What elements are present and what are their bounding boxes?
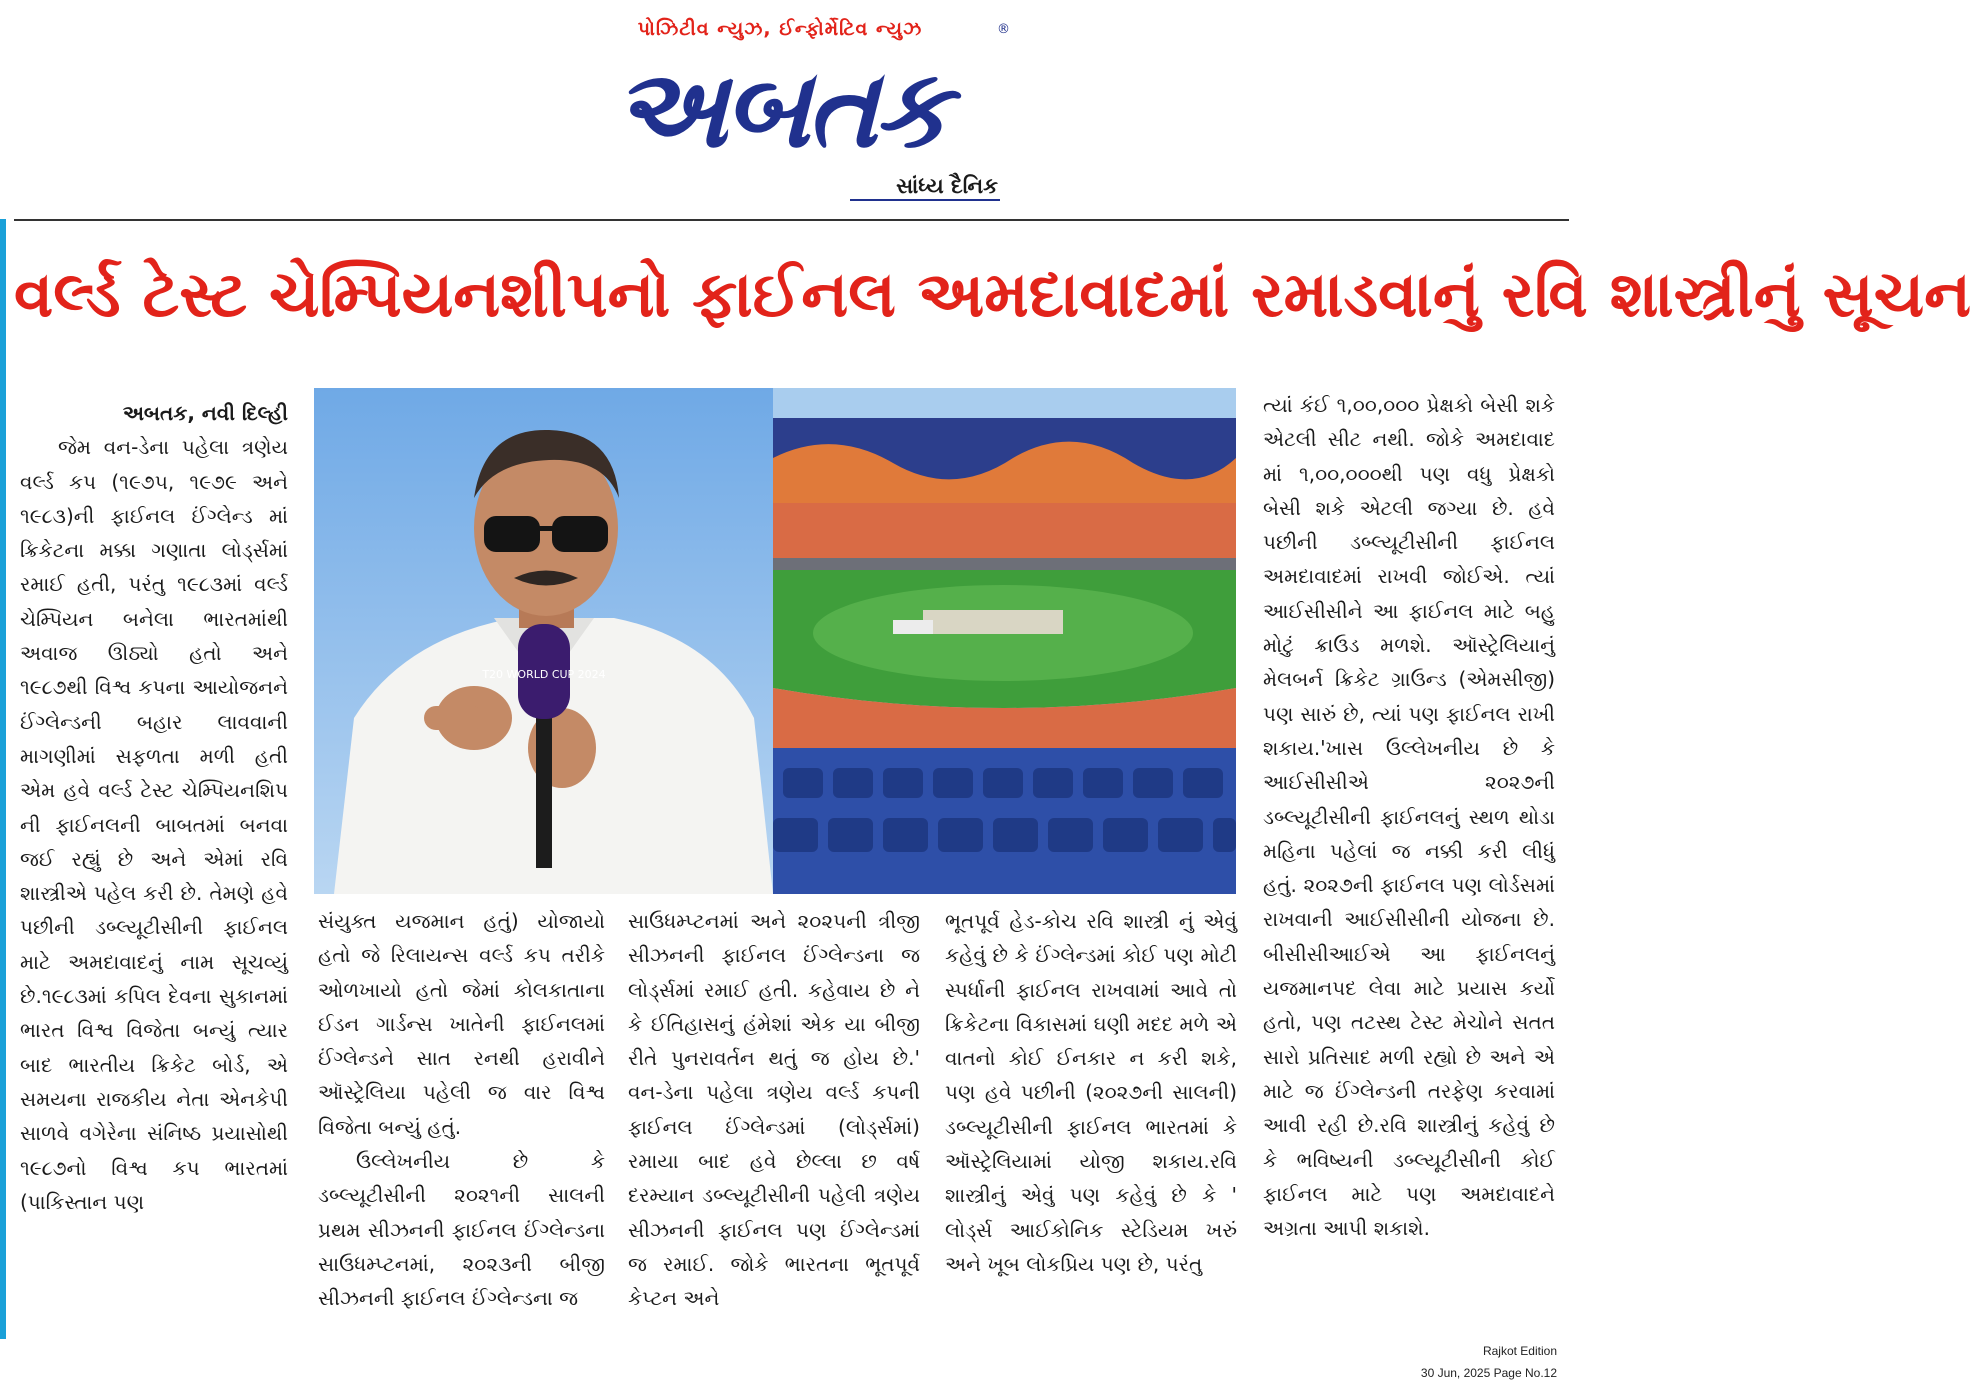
page-number-label: 30 Jun, 2025 Page No.12 xyxy=(1420,1366,1557,1380)
article-paragraph: સાઉધમ્પ્ટનમાં અને ૨૦૨૫ની ત્રીજી સીઝનની ફાઈનલ ઈંગ્લેન્ડના જ લોર્ડ્સમાં રમાઈ હતી. કહેવાય છે ને કે ઈતિહાસનું હંમેશાં એક યા બીજી રીતે પુનરાવર્તન થતું જ હોય છે.' વન-ડેના પહેલા ત્રણેય વર્લ્ડ કપની ફાઈનલ ઈંગ્લેન્ડમાં (લોર્ડ્સમાં) રમાયા બાદ હવે છેલ્લા છ વર્ષ દરમ્યાન ડબ્લ્યૂટીસીની પહેલી ત્રણેય સીઝનની ફાઈનલ પણ ઈંગ્લેન્ડમાં જ રમાઈ. જોકે ભારતના ભૂતપૂર્વ કેપ્ટન અને xyxy=(628,909,920,1311)
edition-label: Rajkot Edition xyxy=(1482,1344,1557,1358)
logo-underline xyxy=(850,199,1000,201)
stadium-photo-illustration xyxy=(773,388,1236,894)
article-paragraph: સંયુક્ત યજમાન હતું) યોજાયો હતો જે રિલાયન્સ વર્લ્ડ કપ તરીકે ઓળખાયો હતો જેમાં કોલકાતાના ઈડન ગાર્ડન્સ ખાતેની ફાઈનલમાં ઈંગ્લેન્ડને સાત રનથી હરાવીને ઑસ્ટ્રેલિયા પહેલી જ વાર વિશ્વ વિજેતા બન્યું હતું. xyxy=(318,909,605,1139)
article-paragraph: ત્યાં કંઈ ૧,૦૦,૦૦૦ પ્રેક્ષકો બેસી શકે એટલી સીટ નથી. જોકે અમદાવાદ માં ૧,૦૦,૦૦૦થી પણ વધુ પ્રેક્ષકો બેસી શકે એટલી જગ્યા છે. હવે પછીની ડબ્લ્યૂટીસીની ફાઈનલ અમદાવાદમાં રાખવી જોઈએ. ત્યાં આઈસીસીને આ ફાઈનલ માટે બહુ મોટું ક્રાઉડ મળશે. ઑસ્ટ્રેલિયાનું મેલબર્ન ક્રિકેટ ગ્રાઉન્ડ (એમસીજી) પણ સારું છે, ત્યાં પણ ફાઈનલ રાખી શકાય.'ખાસ ઉલ્લેખનીય છે કે આઈસીસીએ ૨૦૨૭ની ડબ્લ્યૂટીસીની ફાઈનલનું સ્થળ થોડા મહિના પહેલાં જ નક્કી કરી લીધું હતું. ૨૦૨૭ની ફાઈનલ પણ લોર્ડસમાં રાખવાની આઈસીસીની યોજના છે. બીસીસીઆઈએ આ ફાઈનલનું યજમાનપદ લેવા માટે પ્રયાસ કર્યો હતો, પણ તટસ્થ ટેસ્ટ મેચોને સતત સારો પ્રતિસાદ મળી રહ્યો છે અને એ માટે જ ઈંગ્લેન્ડની તરફેણ કરવામાં આવી રહી છે.રવિ શાસ્ત્રીનું કહેવું છે કે ભવિષ્યની ડબ્લ્યૂટીસીની કોઈ ફાઈનલ માટે પણ અમદાવાદને અગ્રતા આપી શકાશે. xyxy=(1263,393,1555,1241)
accent-side-bar xyxy=(0,219,6,1339)
article-column-5 xyxy=(1263,388,1555,1336)
newspaper-logo: અબતક xyxy=(613,47,947,172)
article-dateline: અબતક, નવી દિલ્હી xyxy=(122,401,288,425)
mic-flag-text: T20 WORLD CUP 2024 xyxy=(482,668,606,681)
masthead xyxy=(560,18,1010,203)
article-paragraph: ઉલ્લેખનીય છે કે ડબ્લ્યૂટીસીની ૨૦૨૧ની સાલની પ્રથમ સીઝનની ફાઈનલ ઈંગ્લેન્ડના સાઉધમ્પ્ટનમાં, ૨૦૨૩ની બીજી સીઝનની ફાઈનલ ઈંગ્લેન્ડના જ xyxy=(318,1149,605,1311)
article-column-4 xyxy=(945,904,1237,1336)
article-headline: વર્લ્ડ ટેસ્ટ ચેમ્પિયનશીપનો ફાઈનલ અમદાવાદમાં રમાડવાનું રવિ શાસ્ત્રીનું સૂચન xyxy=(14,258,1971,331)
person-with-microphone-photo xyxy=(314,388,773,894)
article-paragraph: ભૂતપૂર્વ હેડ-કોચ રવિ શાસ્ત્રી નું એવું કહેવું છે કે ઈંગ્લેન્ડમાં કોઈ પણ મોટી સ્પર્ધાની ફાઈનલ રાખવામાં આવે તો ક્રિકેટના વિકાસમાં ઘણી મદદ મળે એ વાતનો કોઈ ઈનકાર ન કરી શકે, પણ હવે પછીની (૨૦૨૭ની સાલની) ડબ્લ્યૂટીસીની ફાઈનલ ભારતમાં કે ઑસ્ટ્રેલિયામાં યોજી શકાય.રવિ શાસ્ત્રીનું એવું પણ કહેવું છે કે ' લોર્ડ્સ આઈકોનિક સ્ટેડિયમ ખરું અને ખૂબ લોકપ્રિય પણ છે, પરંતુ xyxy=(945,909,1237,1276)
header-divider xyxy=(14,219,1569,221)
article-column-3 xyxy=(628,904,920,1336)
person-photo-illustration xyxy=(314,388,773,894)
article-column-2 xyxy=(318,904,605,1336)
masthead-subbrand: સાંધ્ય દૈનિક xyxy=(896,174,998,198)
article-paragraph: જેમ વન-ડેના પહેલા ત્રણેય વર્લ્ડ કપ (૧૯૭૫, ૧૯૭૯ અને ૧૯૮૩)ની ફાઈનલ ઈંગ્લેન્ડ માં ક્રિકેટના મક્કા ગણાતા લોર્ડ્સમાં રમાઈ હતી, પરંતુ ૧૯૮૩માં વર્લ્ડ ચેમ્પિયન બનેલા ભારતમાંથી અવાજ ઊઠ્યો હતો અને ૧૯૮૭થી વિશ્વ કપના આયોજનને ઈંગ્લેન્ડની બહાર લાવવાની માગણીમાં સફળતા મળી હતી એમ હવે વર્લ્ડ ટેસ્ટ ચેમ્પિયનશિપ ની ફાઈનલની બાબતમાં બનવા જઈ રહ્યું છે અને એમાં રવિ શાસ્ત્રીએ પહેલ કરી છે. તેમણે હવે પછીની ડબ્લ્યૂટીસીની ફાઈનલ માટે અમદાવાદનું નામ સૂચવ્યું છે.૧૯૮૩માં કપિલ દેવના સુકાનમાં ભારત વિશ્વ વિજેતા બન્યું ત્યાર બાદ ભારતીય ક્રિકેટ બોર્ડ, એ સમયના રાજકીય નેતા એનકેપી સાળવે વગેરેના સંનિષ્ઠ પ્રયાસોથી ૧૯૮૭નો વિશ્વ કપ ભારતમાં (પાકિસ્તાન પણ xyxy=(20,435,288,1214)
stadium-photo xyxy=(773,388,1236,894)
article-column-1 xyxy=(20,396,288,1336)
masthead-tagline: પોઝિટીવ ન્યુઝ, ઈન્ફોર્મેટિવ ન્યુઝ xyxy=(637,18,923,40)
registered-mark: ® xyxy=(997,22,1010,37)
